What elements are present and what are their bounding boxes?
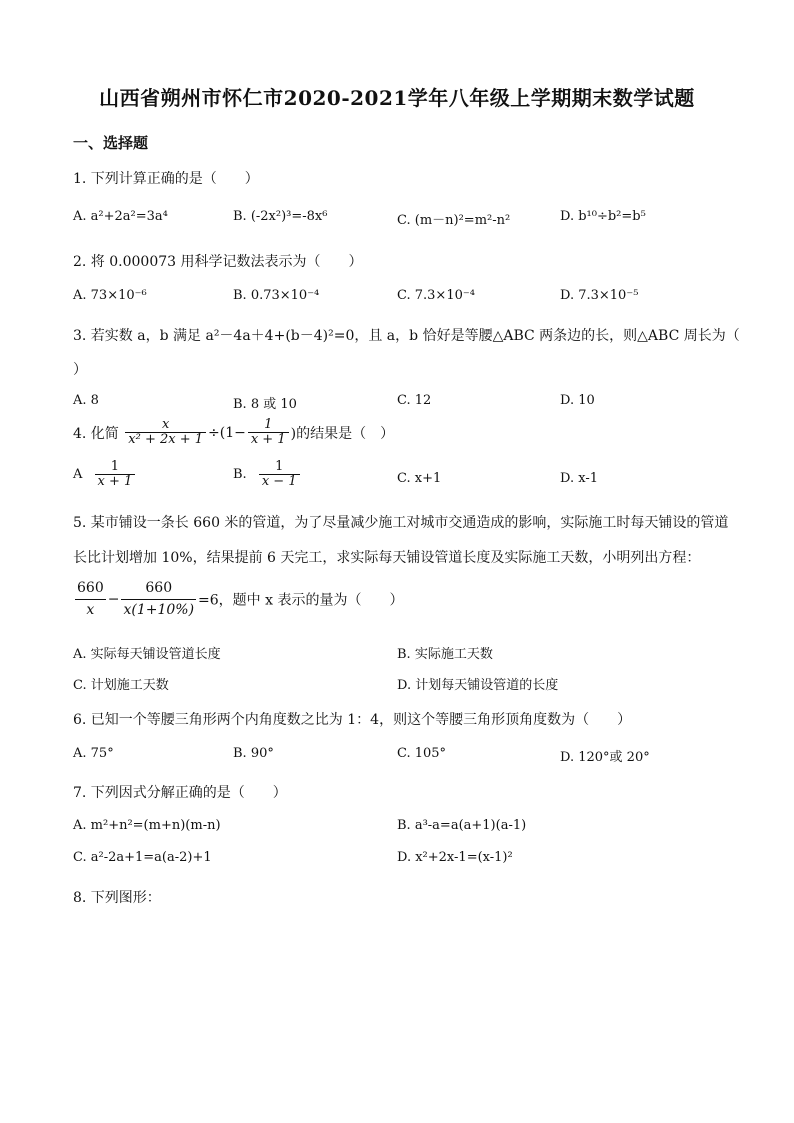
question-5-option-b: B. 实际施工天数 xyxy=(397,647,493,662)
question-4-option-a xyxy=(73,460,137,490)
question-1-option-d: D. b¹⁰÷b²=b⁵ xyxy=(560,209,646,224)
question-1-stem: 1. 下列计算正确的是（ ） xyxy=(73,171,259,187)
question-2-option-d: D. 7.3×10⁻⁵ xyxy=(560,288,639,303)
equation-tail: =6，题中 x 表示的量为（ ） xyxy=(198,592,404,609)
fraction-numerator: 1 xyxy=(95,460,136,475)
question-8-stem: 8. 下列图形： xyxy=(73,890,161,906)
question-4-suffix: )的结果是（ ） xyxy=(290,425,395,442)
question-3-stem: 3. 若实数 a，b 满足 a²－4a＋4+(b－4)²=0，且 a，b 恰好是等腰△ABC 两条边的长，则△ABC 周长为（ xyxy=(73,328,740,344)
fraction-numerator: 660 xyxy=(121,580,196,600)
fraction-denominator: x(1+10%) xyxy=(123,601,195,618)
fraction-denominator: x xyxy=(86,601,95,618)
question-5-stem: 5. 某市铺设一条长 660 米的管道，为了尽量减少施工对城市交通造成的影响，实际施工时每天铺设的管道 xyxy=(73,515,729,531)
question-2-stem: 2. 将 0.000073 用科学记数法表示为（ ） xyxy=(73,254,363,270)
fraction-denominator: x + 1 xyxy=(250,432,286,448)
equation-fraction-1 xyxy=(75,580,106,619)
question-2-option-a: A. 73×10⁻⁶ xyxy=(73,288,147,303)
question-6-stem: 6. 已知一个等腰三角形两个内角度数之比为 1：4，则这个等腰三角形顶角度数为（ ） xyxy=(73,712,632,728)
fraction-numerator: 660 xyxy=(75,580,106,600)
question-4-option-b xyxy=(233,460,302,490)
question-4-fraction-2 xyxy=(248,418,289,448)
question-6-option-b: B. 90° xyxy=(233,746,274,761)
question-4-option-a-fraction xyxy=(95,460,136,490)
fraction-numerator: 1 xyxy=(259,460,300,475)
question-6-option-a: A. 75° xyxy=(73,746,114,761)
question-4-option-b-fraction xyxy=(259,460,300,490)
question-3-option-d: D. 10 xyxy=(560,393,595,408)
fraction-denominator: x² + 2x + 1 xyxy=(128,432,203,448)
question-6-option-d: D. 120°或 20° xyxy=(560,750,650,765)
question-7-option-d: D. x²+2x-1=(x-1)² xyxy=(397,850,513,865)
question-5-stem-continued: 长比计划增加 10%，结果提前 6 天完工，求实际每天铺设管道长度及实际施工天数，小明列出方程： xyxy=(73,550,701,566)
question-7-stem: 7. 下列因式分解正确的是（ ） xyxy=(73,785,287,801)
question-1-option-a: A. a²+2a²=3a⁴ xyxy=(73,209,168,224)
question-3-option-b: B. 8 或 10 xyxy=(233,397,297,412)
equation-fraction-2 xyxy=(121,580,196,619)
question-7-option-a: A. m²+n²=(m+n)(m-n) xyxy=(73,818,221,833)
question-4-fraction-1 xyxy=(125,418,206,448)
fraction-numerator: 1 xyxy=(248,418,289,433)
question-1-option-c: C. (m－n)²=m²-n² xyxy=(397,213,511,228)
question-7-option-b: B. a³-a=a(a+1)(a-1) xyxy=(397,818,527,833)
question-5-option-d: D. 计划每天铺设管道的长度 xyxy=(397,678,559,693)
question-3-stem-continued: ） xyxy=(73,362,87,378)
question-5-option-c: C. 计划施工天数 xyxy=(73,678,169,693)
page-title: 山西省朔州市怀仁市2020-2021学年八年级上学期期末数学试题 xyxy=(99,86,695,110)
option-label: B. xyxy=(233,467,247,483)
fraction-numerator: x xyxy=(125,418,206,433)
question-4-prefix: 4. 化简 xyxy=(73,425,119,442)
question-4-stem xyxy=(73,418,394,448)
question-1-option-b: B. (-2x²)³=-8x⁶ xyxy=(233,209,328,224)
question-5-equation xyxy=(73,580,403,619)
question-3-option-a: A. 8 xyxy=(73,393,99,408)
fraction-denominator: x + 1 xyxy=(97,474,133,490)
fraction-denominator: x − 1 xyxy=(261,474,297,490)
section-heading: 一、选择题 xyxy=(73,134,149,152)
question-2-option-c: C. 7.3×10⁻⁴ xyxy=(397,288,475,303)
question-5-option-a: A. 实际每天铺设管道长度 xyxy=(73,647,221,662)
question-6-option-c: C. 105° xyxy=(397,746,447,761)
question-4-option-c: C. x+1 xyxy=(397,471,442,486)
question-3-option-c: C. 12 xyxy=(397,393,432,408)
question-2-option-b: B. 0.73×10⁻⁴ xyxy=(233,288,320,303)
option-label: A xyxy=(73,467,83,483)
question-4-option-d: D. x-1 xyxy=(560,471,598,486)
question-4-middle: ÷(1− xyxy=(208,424,246,441)
question-7-option-c: C. a²-2a+1=a(a-2)+1 xyxy=(73,850,212,865)
equation-minus: − xyxy=(107,591,120,608)
